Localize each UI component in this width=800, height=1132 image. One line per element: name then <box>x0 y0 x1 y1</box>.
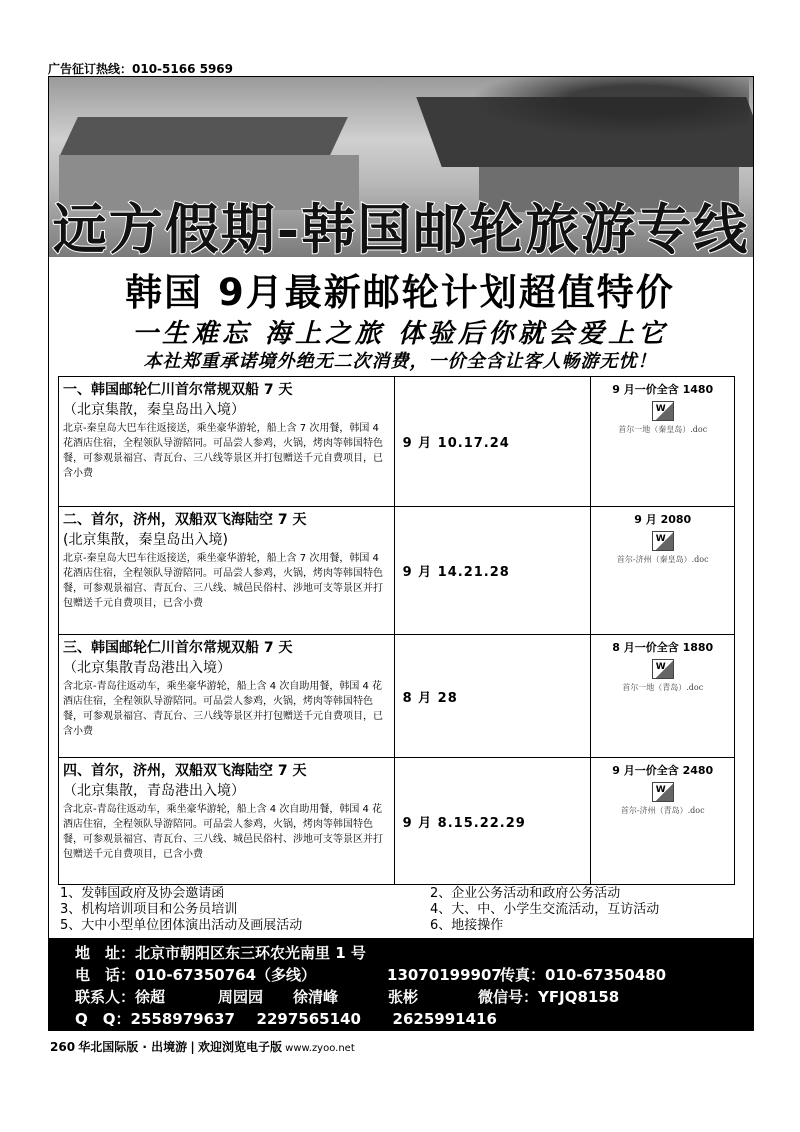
qq-label: Q Q： <box>75 1010 131 1028</box>
publication-name: 华北国际版 · 出境游 <box>78 1040 188 1054</box>
route-price: 9 月 2080 <box>634 513 692 526</box>
contact-person: 张彬 <box>388 988 419 1006</box>
address-line <box>75 942 366 963</box>
contact-label: 联系人： <box>75 988 136 1006</box>
attachment-name[interactable]: 首尔-济州（青岛）.doc <box>620 806 705 815</box>
activity-item: 4、大、中、小学生交流活动，互访活动 <box>430 902 660 917</box>
wechat-value: YFJQ8158 <box>538 988 620 1006</box>
attachment-name[interactable]: 首尔一地（秦皇岛）.doc <box>618 425 708 434</box>
route-subtitle: (北京集散，秦皇岛出入境) <box>63 532 228 548</box>
address-value: 北京市朝阳区东三环农光南里 1 号 <box>135 944 366 962</box>
address-label: 地 址： <box>75 944 136 962</box>
route-dates: 9 月 8.15.22.29 <box>402 815 526 831</box>
contact-person-line <box>75 986 619 1007</box>
page-footer <box>50 1038 355 1055</box>
route-subtitle: （北京集散，秦皇岛出入境） <box>63 402 245 418</box>
separator: | <box>190 1040 195 1054</box>
fax-value: 010-67350480 <box>545 966 667 984</box>
qq-number: 2625991416 <box>392 1010 497 1028</box>
route-subtitle: （北京集散，青岛港出入境） <box>63 783 245 799</box>
route-title: 三、韩国邮轮仁川首尔常规双船 7 天 <box>63 640 293 656</box>
route-info <box>59 507 395 635</box>
route-description: 北京-秦皇岛大巴车往返接送，乘坐豪华游轮，船上含 7 次用餐，韩国 4 花酒店住宿，全程领队导游陪同。可品尝人参鸡，火锅，烤肉等韩国特色餐，可参观景福宫、青瓦台、三八线、城邑民俗村、涉地可支等景区并打包赠送千元自费项目，已含小费 <box>63 553 383 609</box>
slogan: 一生难忘 海上之旅 体验后你就会爱上它 <box>131 319 669 349</box>
route-price: 8 月一价全含 1880 <box>612 641 714 654</box>
route-dates: 9 月 10.17.24 <box>402 436 510 451</box>
qq-number: 2558979637 <box>130 1010 235 1028</box>
contact-person: 周园园 <box>218 988 264 1006</box>
qq-number: 2297565140 <box>256 1010 361 1028</box>
route-price: 9 月一价全含 2480 <box>612 764 714 777</box>
contact-panel <box>49 938 753 1030</box>
pine-branch <box>469 77 749 137</box>
activity-item: 1、发韩国政府及协会邀请函 <box>60 886 225 901</box>
route-dates-cell <box>394 758 591 885</box>
route-row <box>59 507 735 635</box>
activity-item: 2、企业公务活动和政府公务活动 <box>430 886 621 901</box>
route-row <box>59 635 735 758</box>
attachment-name[interactable]: 首尔-济州（秦皇岛）.doc <box>616 555 709 564</box>
route-dates-cell <box>394 635 591 758</box>
document-icon[interactable] <box>652 782 674 802</box>
phone-line <box>75 964 666 985</box>
route-description: 含北京-青岛往返动车，乘坐豪华游轮，船上含 4 次自助用餐，韩国 4 花酒店住宿，全程领队导游陪同。可品尝人参鸡，火锅，烤肉等韩国特色餐，可参观景福宫、青瓦台、三八线、城邑民俗村、涉地可支等景区并打包赠送千元自费项目，已含小费 <box>63 804 383 860</box>
qq-line <box>75 1008 497 1029</box>
route-table <box>58 376 735 885</box>
route-price-cell <box>591 377 735 507</box>
headline: 韩国 9月最新邮轮计划超值特价 <box>125 271 675 314</box>
document-icon[interactable] <box>652 659 674 679</box>
attachment-name[interactable]: 首尔一地（青岛）.doc <box>622 683 704 692</box>
route-dates-cell <box>394 507 591 635</box>
document-icon[interactable] <box>652 401 674 421</box>
page-number: 260 <box>50 1040 76 1054</box>
roof-shape <box>60 117 348 155</box>
route-dates-cell <box>394 377 591 507</box>
route-description: 北京-秦皇岛大巴车往返接送，乘坐豪华游轮，船上含 7 次用餐，韩国 4 花酒店住宿，全程领队导游陪同。可品尝人参鸡，火锅，烤肉等韩国特色餐，可参观景福宫、青瓦台、三八线等景区并打包赠送千元自费项目，已含小费 <box>63 423 383 479</box>
route-subtitle: （北京集散青岛港出入境） <box>63 660 231 676</box>
browse-text: 欢迎浏览电子版 <box>197 1040 282 1054</box>
contact-person: 徐清峰 <box>293 988 339 1006</box>
route-title: 一、韩国邮轮仁川首尔常规双船 7 天 <box>63 382 293 398</box>
route-title: 二、首尔，济州，双船双飞海陆空 7 天 <box>63 512 307 528</box>
route-price-cell <box>591 507 735 635</box>
activity-item: 5、大中小型单位团体演出活动及画展活动 <box>60 918 303 933</box>
route-info <box>59 635 395 758</box>
route-title: 四、首尔，济州，双船双飞海陆空 7 天 <box>63 763 307 779</box>
activity-item: 6、地接操作 <box>430 918 504 933</box>
contact-person: 徐超 <box>135 988 166 1006</box>
site-url[interactable]: www.zyoo.net <box>285 1043 355 1054</box>
ad-hotline: 广告征订热线：010-5166 5969 <box>48 62 234 76</box>
activity-item: 3、机构培训项目和公务员培训 <box>60 902 238 917</box>
route-row <box>59 377 735 507</box>
banner-title: 远方假期-韩国邮轮旅游专线 <box>52 197 750 257</box>
fax-label: 传真： <box>500 966 546 984</box>
route-info <box>59 377 395 507</box>
route-price-cell <box>591 758 735 885</box>
promise: 本社郑重承诺境外绝无二次消费，一价全含让客人畅游无忧！ <box>143 351 657 372</box>
route-info <box>59 758 395 885</box>
mobile-value[interactable]: 13070199907 <box>387 966 502 984</box>
phone-label: 电 话： <box>75 966 136 984</box>
phone-value[interactable]: 010-67350764（多线） <box>135 966 317 984</box>
banner-image <box>49 77 753 257</box>
route-price: 9 月一价全含 1480 <box>612 383 714 396</box>
route-dates: 8 月 28 <box>402 690 458 706</box>
route-dates: 9 月 14.21.28 <box>402 565 510 580</box>
route-description: 含北京-青岛往返动车，乘坐豪华游轮，船上含 4 次自助用餐，韩国 4 花酒店住宿，全程领队导游陪同。可品尝人参鸡，火锅，烤肉等韩国特色餐，可参观景福宫、青瓦台、三八线等景区并打包赠送千元自费项目，已含小费 <box>63 681 383 737</box>
route-price-cell <box>591 635 735 758</box>
document-icon[interactable] <box>652 531 674 551</box>
activity-list <box>60 886 750 934</box>
wechat-label: 微信号： <box>478 988 539 1006</box>
route-row <box>59 758 735 885</box>
